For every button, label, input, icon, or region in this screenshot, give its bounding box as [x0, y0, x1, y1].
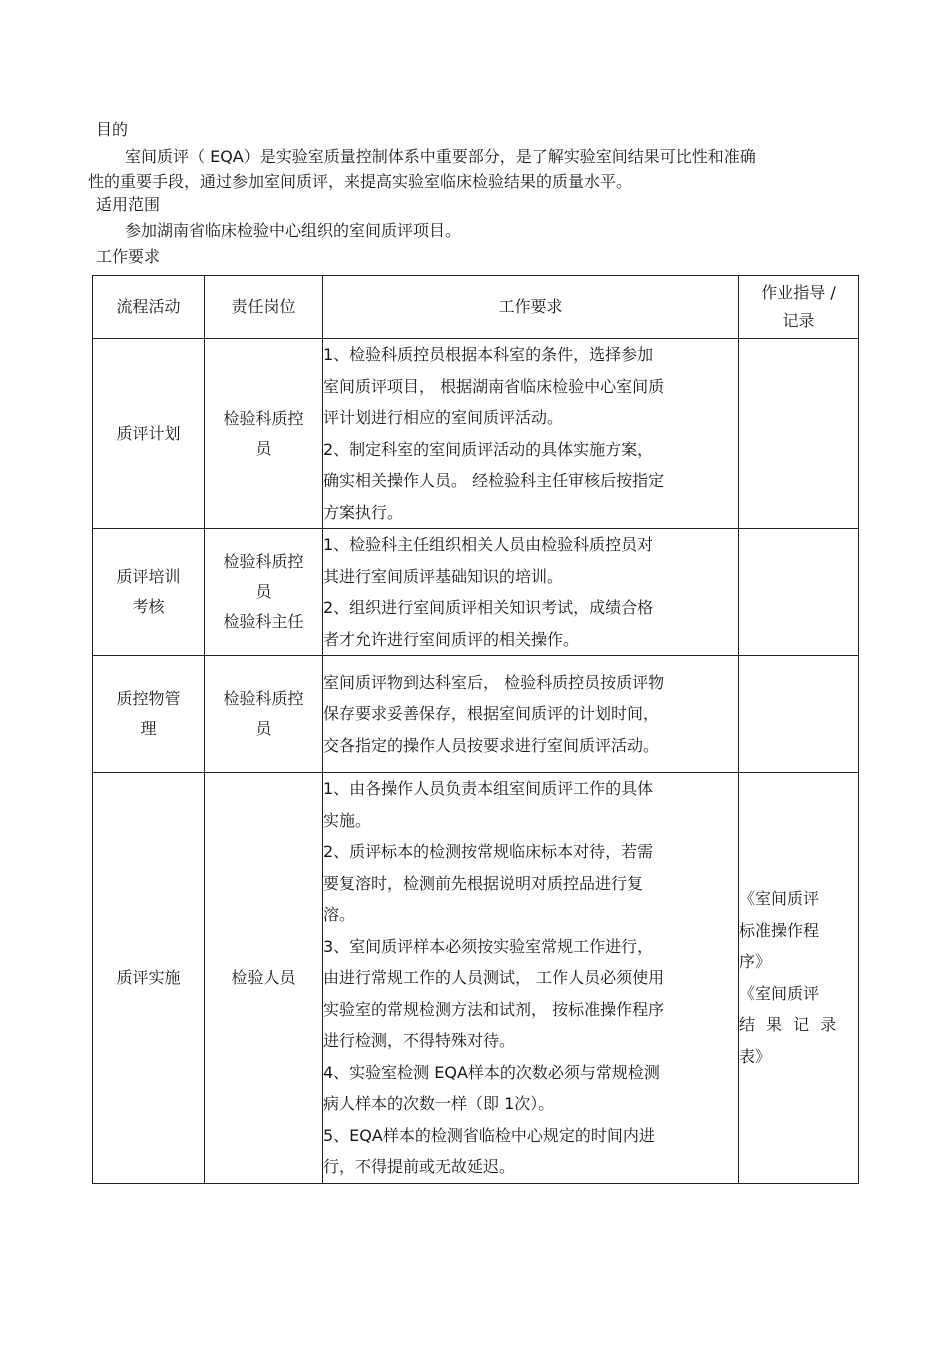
- requirement-cell-line: 溶。: [323, 905, 356, 924]
- requirement-cell-line: 3、室间质评样本必须按实验室常规工作进行，: [323, 936, 654, 956]
- requirement-cell-line: 进行检测，不得特殊对待。: [323, 1031, 516, 1050]
- doc-cell-line: 《室间质评: [739, 983, 820, 1003]
- activity-cell-line: 质评培训: [116, 567, 181, 586]
- header-doc: [739, 276, 859, 339]
- role-cell-line: 检验科质控: [223, 552, 304, 571]
- requirement-cell-line: 2、制定科室的室间质评活动的具体实施方案，: [323, 439, 654, 459]
- requirement-cell-line: 保存要求妥善保存，根据室间质评的计划时间，: [323, 704, 660, 724]
- requirement-cell-line: 1、检验科主任组织相关人员由检验科质控员对: [323, 535, 654, 554]
- purpose-heading: 目的: [96, 120, 129, 139]
- table-row: [93, 339, 859, 529]
- doc-cell-line: 结 果 记 录: [739, 1015, 837, 1035]
- scope-paragraph: 参加湖南省临床检验中心组织的室间质评项目。: [125, 221, 462, 240]
- header-doc-line-1: 作业指导 /: [761, 283, 836, 302]
- table-row: [93, 656, 859, 773]
- activity-cell-line: 质控物管: [116, 689, 181, 708]
- doc-cell: [739, 656, 859, 773]
- role-cell: [205, 529, 323, 656]
- role-cell: [205, 773, 323, 1184]
- purpose-paragraph: [88, 144, 848, 194]
- doc-cell-line: 序》: [739, 952, 772, 972]
- requirement-cell-line: 其进行室间质评基础知识的培训。: [323, 566, 564, 586]
- requirement-cell-line: 实施。: [323, 810, 372, 830]
- activity-cell: [93, 656, 205, 773]
- requirement-cell: [323, 339, 739, 529]
- requirement-cell-line: 2、质评标本的检测按常规临床标本对待，若需: [323, 842, 654, 861]
- header-requirement: 工作要求: [323, 276, 739, 339]
- purpose-line-2: 性的重要手段，通过参加室间质评，来提高实验室临床检验结果的质量水平。: [88, 172, 633, 191]
- header-role: 责任岗位: [205, 276, 323, 339]
- role-cell-line: 员: [255, 582, 272, 601]
- activity-cell-line: 考核: [132, 597, 165, 616]
- requirement-cell-line: 确实相关操作人员。 经检验科主任审核后按指定: [323, 471, 665, 490]
- doc-cell: [739, 529, 859, 656]
- requirement-cell-line: 1、检验科质控员根据本科室的条件，选择参加: [323, 345, 654, 364]
- role-cell-line: 员: [255, 719, 272, 738]
- scope-heading: 适用范围: [96, 195, 161, 214]
- purpose-line-1: 室间质评（ EQA）是实验室质量控制体系中重要部分，是了解实验室间结果可比性和准确: [125, 147, 756, 166]
- doc-cell-line: 《室间质评: [739, 889, 820, 909]
- table-row: [93, 529, 859, 656]
- requirement-cell-line: 由进行常规工作的人员测试， 工作人员必须使用: [323, 968, 665, 987]
- requirement-cell-line: 交各指定的操作人员按要求进行室间质评活动。: [323, 735, 660, 755]
- requirement-cell-line: 1、由各操作人员负责本组室间质评工作的具体: [323, 779, 654, 798]
- activity-cell-line: 质评实施: [116, 967, 181, 987]
- doc-cell-line: 标准操作程: [739, 920, 820, 940]
- activity-cell-line: 质评计划: [116, 423, 181, 443]
- activity-cell: [93, 339, 205, 529]
- requirement-cell-line: 实验室的常规检测方法和试剂， 按标准操作程序: [323, 999, 665, 1019]
- requirement-cell: [323, 773, 739, 1184]
- requirement-cell-line: 5、EQA样本的检测省临检中心规定的时间内进: [323, 1125, 655, 1145]
- requirement-cell-line: 要复溶时，检测前先根据说明对质控品进行复: [323, 873, 644, 893]
- doc-cell-line: 表》: [739, 1046, 772, 1066]
- role-cell-line: 检验人员: [231, 967, 296, 987]
- requirement-cell-line: 室间质评项目， 根据湖南省临床检验中心室间质: [323, 376, 665, 396]
- requirement-cell-line: 室间质评物到达科室后， 检验科质控员按质评物: [323, 672, 665, 692]
- doc-cell: [739, 773, 859, 1184]
- role-cell-line: 检验科质控: [223, 689, 304, 708]
- requirement-cell-line: 评计划进行相应的室间质评活动。: [323, 408, 564, 427]
- work-requirements-table: [92, 275, 859, 1184]
- requirement-cell-line: 病人样本的次数一样（即 1次）。: [323, 1094, 555, 1113]
- requirement-cell-line: 2、组织进行室间质评相关知识考试，成绩合格: [323, 598, 654, 617]
- activity-cell: [93, 529, 205, 656]
- table-row: [93, 773, 859, 1184]
- requirement-cell-line: 方案执行。: [323, 502, 404, 522]
- role-cell-line: 员: [255, 438, 272, 458]
- doc-cell: [739, 339, 859, 529]
- activity-cell: [93, 773, 205, 1184]
- role-cell-line: 检验科质控: [223, 408, 304, 428]
- header-activity: 流程活动: [93, 276, 205, 339]
- role-cell-line: 检验科主任: [223, 612, 304, 631]
- work-heading: 工作要求: [96, 247, 161, 266]
- header-doc-line-2: 记录: [782, 311, 815, 330]
- requirement-cell: [323, 529, 739, 656]
- activity-cell-line: 理: [140, 719, 157, 738]
- requirement-cell-line: 行，不得提前或无故延迟。: [323, 1157, 516, 1176]
- role-cell: [205, 339, 323, 529]
- requirement-cell-line: 者才允许进行室间质评的相关操作。: [323, 629, 580, 649]
- table-header-row: [93, 276, 859, 339]
- role-cell: [205, 656, 323, 773]
- requirement-cell: [323, 656, 739, 773]
- requirement-cell-line: 4、实验室检测 EQA样本的次数必须与常规检测: [323, 1062, 660, 1082]
